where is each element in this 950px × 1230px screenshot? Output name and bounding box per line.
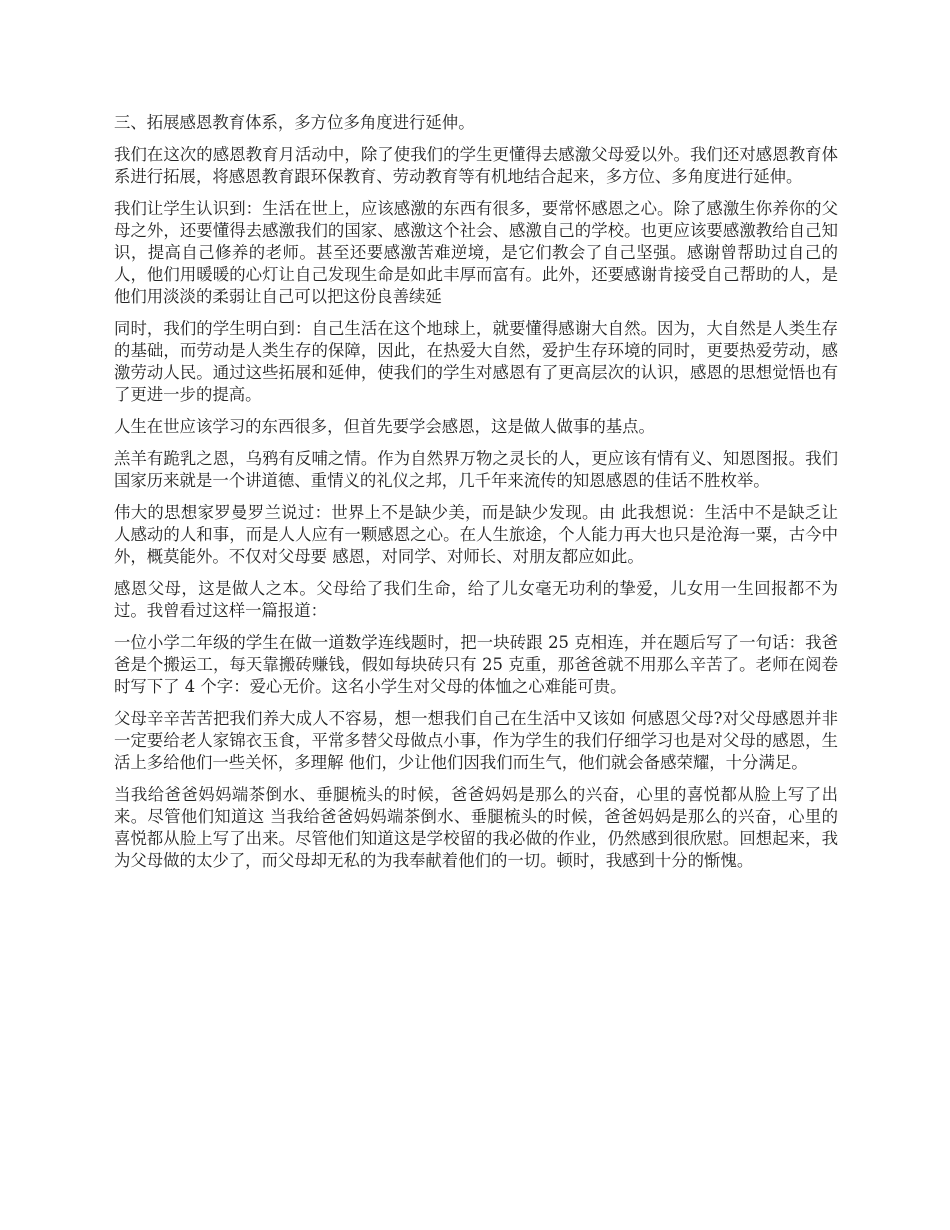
paragraph: 一位小学二年级的学生在做一道数学连线题时，把一块砖跟 25 克相连，并在题后写了一句话：我爸爸是个搬运工，每天靠搬砖赚钱，假如每块砖只有 25 克重，那爸爸就不用那么辛苦了。老师在阅卷时写下了 4 个字：爱心无价。这名小学生对父母的体恤之心难能可贵。 [114, 633, 838, 696]
section-heading: 三、拓展感恩教育体系，多方位多角度进行延伸。 [114, 113, 475, 132]
paragraph: 父母辛辛苦苦把我们养大成人不容易，想一想我们自己在生活中又该如 何感恩父母?对父母感恩并非一定要给老人家锦衣玉食，平常多替父母做点小事，作为学生的我们仔细学习也是对父母的感恩，生活上多给他们一些关怀，多理解 他们，少让他们因我们而生气，他们就会备感荣耀，十分满足。 [114, 709, 838, 772]
paragraph: 人生在世应该学习的东西很多，但首先要学会感恩，这是做人做事的基点。 [114, 417, 655, 436]
paragraph: 感恩父母，这是做人之本。父母给了我们生命，给了儿女毫无功利的挚爱，儿女用一生回报都不为过。我曾看过这样一篇报道： [114, 579, 838, 620]
paragraph: 羔羊有跪乳之恩，乌鸦有反哺之情。作为自然界万物之灵长的人，更应该有情有义、知恩图报。我们国家历来就是一个讲道德、重情义的礼仪之邦，几千年来流传的知恩感恩的佳话不胜枚举。 [114, 449, 838, 490]
paragraph: 我们在这次的感恩教育月活动中，除了使我们的学生更懂得去感激父母爱以外。我们还对感恩教育体系进行拓展，将感恩教育跟环保教育、劳动教育等有机地结合起来，多方位、多角度进行延伸。 [114, 145, 838, 186]
paragraph: 当我给爸爸妈妈端茶倒水、垂腿梳头的时候，爸爸妈妈是那么的兴奋，心里的喜悦都从脸上写了出来。尽管他们知道这 当我给爸爸妈妈端茶倒水、垂腿梳头的时候，爸爸妈妈是那么的兴奋，心里的喜悦都从脸上写了出来。尽管他们知道这是学校留的我必做的作业，仍然感到很欣慰。回想起来，我为父母做的太少了，而父母却无私的为我奉献着他们的一切。顿时，我感到十分的惭愧。 [114, 785, 838, 870]
paragraph: 我们让学生认识到：生活在世上，应该感激的东西有很多，要常怀感恩之心。除了感激生你养你的父母之外，还要懂得去感激我们的国家、感激这个社会、感激自己的学校。也更应该要感激教给自己知识，提高自己修养的老师。甚至还要感激苦难逆境，是它们教会了自己坚强。感谢曾帮助过自己的人，他们用暖暖的心灯让自己发现生命是如此丰厚而富有。此外，还要感谢肯接受自己帮助的人，是他们用淡淡的柔弱让自己可以把这份良善续延 [114, 199, 838, 306]
paragraph: 伟大的思想家罗曼罗兰说过：世界上不是缺少美，而是缺少发现。由 此我想说：生活中不是缺乏让人感动的人和事，而是人人应有一颗感恩之心。在人生旅途，个人能力再大也只是沧海一粟，古今中外，概莫能外。不仅对父母要 感恩，对同学、对师长、对朋友都应如此。 [114, 503, 838, 566]
paragraph: 同时，我们的学生明白到：自己生活在这个地球上，就要懂得感谢大自然。因为，大自然是人类生存的基础，而劳动是人类生存的保障，因此，在热爱大自然，爱护生存环境的同时，更要热爱劳动，感激劳动人民。通过这些拓展和延伸，使我们的学生对感恩有了更高层次的认识，感恩的思想觉悟也有了更进一步的提高。 [114, 319, 838, 404]
document-body [114, 112, 838, 882]
